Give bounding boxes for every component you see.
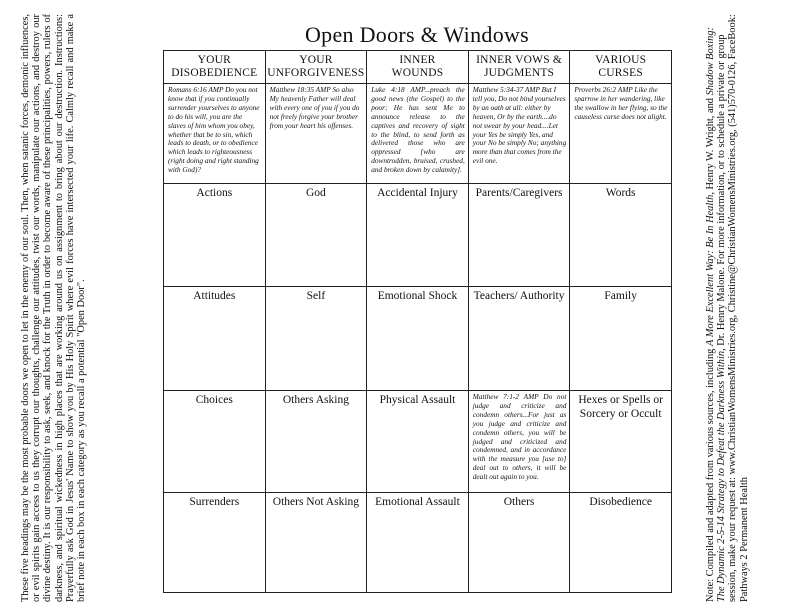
cell-others-not-asking: Others Not Asking bbox=[266, 493, 368, 593]
cell-emotional-assault: Emotional Assault bbox=[367, 493, 469, 593]
verse-luke: Luke 4:18 AMP...preach the good news (the Gospel) to the poor; He has sent Me to announce release to the captives and recovery of sight to the blind, to send forth as delivered those who are oppressed [who are downtrodden, bruised, crushed, and broken down by calamity]. bbox=[367, 84, 469, 184]
verse-matthew-5: Matthew 5:34-37 AMP But I tell you, Do not bind yourselves by an oath at all: either by heaven, Or by the earth....do not swear by your head....Let your Yes be simply Yes, and your No be simply No; anything more than that comes from the evil one. bbox=[469, 84, 571, 184]
cell-words: Words bbox=[570, 184, 672, 287]
instructions-text: These five headings may be the most probable doors we open to let in the enemy of our soul. Then, when satanic forces, demonic influences, or evil spirits gain access to us they corrupt our thoughts, challenge our attitudes, twist our words, manipulate our actions, and destroy our divine destiny. It is our responsibility to ask, seek, and knock for the Truth in order to become aware of these principalities, powers, rulers of darkness, and spiritual wickedness in high places that are working around us on assignment to bring about our destruction. Instructions: Prayerfully ask God in Jesus' Name to show you by His Holy Spirit where evil forces have intersected your life. Calmly recall and make a brief note in each box in each category as you recall a potential "Open Door". bbox=[20, 14, 88, 602]
verse-matthew-18: Matthew 18:35 AMP So also My heavenly Father will deal with every one of you if you do not freely forgive your brother from your heart his offenses. bbox=[266, 84, 368, 184]
header-inner-wounds: INNER WOUNDS bbox=[367, 51, 469, 84]
cell-god: God bbox=[266, 184, 368, 287]
open-doors-table bbox=[163, 50, 672, 593]
book-title-2: Shadow Boxing: The Dynamic 2-5-14 Strategy to Defeat the Darkness Within bbox=[705, 26, 728, 602]
cell-others: Others bbox=[469, 493, 571, 593]
verse-romans: Romans 6:16 AMP Do you not know that if you continually surrender yourselves to anyone to do his will, you are the slaves of him whom you obey, whether that be to sin, which leads to death, or to obedience which leads to righteousness (right doing and right standing with God)? bbox=[164, 84, 266, 184]
cell-accidental-injury: Accidental Injury bbox=[367, 184, 469, 287]
verse-matthew-7: Matthew 7:1-2 AMP Do not judge and criticize and condemn others...For just as you judge and criticize and condemn others, you will be judged and criticized and condemned, and in accordance with the measure you [use to] deal out to others, it will be dealt out again to you. bbox=[469, 391, 571, 493]
cell-physical-assault: Physical Assault bbox=[367, 391, 469, 493]
cell-others-asking: Others Asking bbox=[266, 391, 368, 493]
cell-actions: Actions bbox=[164, 184, 266, 287]
page-title: Open Doors & Windows bbox=[304, 22, 530, 47]
cell-disobedience: Disobedience bbox=[570, 493, 672, 593]
header-inner-vows: INNER VOWS & JUDGMENTS bbox=[469, 51, 571, 84]
cell-emotional-shock: Emotional Shock bbox=[367, 287, 469, 391]
cell-parents-caregivers: Parents/Caregivers bbox=[469, 184, 571, 287]
book-title-1: A More Excellent Way: Be In Health bbox=[705, 194, 716, 347]
verse-proverbs: Proverbs 26:2 AMP Like the sparrow in her wandering, like the swallow in her flying, so the causeless curse does not alight. bbox=[570, 84, 672, 184]
cell-self: Self bbox=[266, 287, 368, 391]
cell-surrenders: Surrenders bbox=[164, 493, 266, 593]
cell-hexes-spells: Hexes or Spells or Sorcery or Occult bbox=[570, 391, 672, 493]
cell-teachers-authority: Teachers/ Authority bbox=[469, 287, 571, 391]
cell-family: Family bbox=[570, 287, 672, 391]
cell-choices: Choices bbox=[164, 391, 266, 493]
header-unforgiveness: YOUR UNFORGIVENESS bbox=[266, 51, 368, 84]
header-various-curses: VARIOUS CURSES bbox=[570, 51, 672, 84]
sources-note: Note: Compiled and adapted from various sources, including A More Excellent Way: Be In Health, Henry W. Wright, and Shadow Boxing: The Dynamic 2-5-14 Strategy to Defeat the Darkness Within, Dr. Henry Malone. For more information, or to schedule a private or group session, make your request at: www.ChristianWomensMinistries.org, Christine@ChristianWomensMinistries.org, (541)570-0126, FaceBook: Pathways 2 Permanent Health bbox=[705, 14, 750, 602]
cell-attitudes: Attitudes bbox=[164, 287, 266, 391]
header-disobedience: YOUR DISOBEDIENCE bbox=[164, 51, 266, 84]
